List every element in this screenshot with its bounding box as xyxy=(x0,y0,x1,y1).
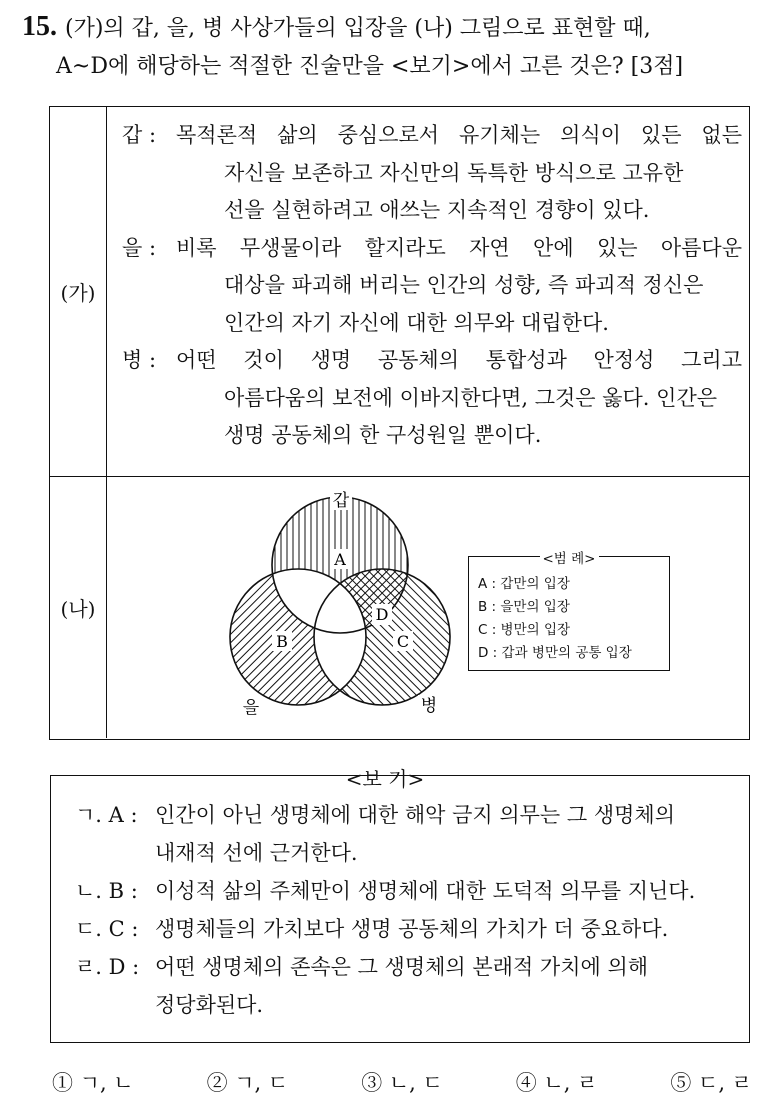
bogi-box xyxy=(50,775,750,1043)
answer-choice-1[interactable]: ① ㄱ, ㄴ xyxy=(52,1071,134,1095)
label-circle-byeong: 병 xyxy=(420,696,438,716)
view-line: 인간의 자기 자신에 대한 의무와 대립한다. xyxy=(224,310,609,335)
bogi-line: 인간이 아닌 생명체에 대한 해악 금지 의무는 그 생명체의 xyxy=(155,803,675,827)
passage-row-ga xyxy=(50,107,749,477)
view-line: 비록 무생물이라 할지라도 자연 안에 있는 아름다운 xyxy=(176,235,742,260)
answer-choice-3[interactable]: ③ ㄴ, ㄷ xyxy=(361,1071,443,1095)
legend-item: A : 갑만의 입장 xyxy=(478,576,570,592)
bogi-mark: ㄹ. D : xyxy=(75,955,140,979)
bogi-title: <보 기> xyxy=(345,767,425,791)
view-line: 생명 공동체의 한 구성원일 뿐이다. xyxy=(224,423,542,447)
view-line: 대상을 파괴해 버리는 인간의 성향, 즉 파괴적 정신은 xyxy=(224,273,704,297)
bogi-mark: ㄴ. B : xyxy=(75,879,138,903)
speaker-eul: 을 : xyxy=(122,235,157,260)
question-stem-line1: (가)의 갑, 을, 병 사상가들의 입장을 (나) 그림으로 표현할 때, xyxy=(65,16,651,41)
view-line: 자신을 보존하고 자신만의 독특한 방식으로 고유한 xyxy=(224,160,684,185)
view-line: 목적론적 삶의 중심으로서 유기체는 의식이 있든 없든 xyxy=(176,123,742,147)
thinker-views xyxy=(114,117,742,455)
view-line: 선을 실현하려고 애쓰는 지속적인 경향이 있다. xyxy=(224,198,650,222)
answer-choices xyxy=(52,1067,752,1097)
bogi-item-nieun xyxy=(75,872,741,910)
bogi-item-giyeok xyxy=(75,796,741,872)
passage-table xyxy=(49,106,750,740)
question-header xyxy=(22,8,757,86)
legend-item: D : 갑과 병만의 공통 입장 xyxy=(478,645,632,661)
bogi-mark: ㄷ. C : xyxy=(75,917,139,941)
view-eul xyxy=(114,230,742,343)
question-stem-line2: A~D에 해당하는 적절한 진술만을 <보기>에서 고른 것은? [3점] xyxy=(56,54,684,79)
question-number: 15. xyxy=(22,11,57,42)
bogi-line: 이성적 삶의 주체만이 생명체에 대한 도덕적 의무를 지닌다. xyxy=(155,879,696,903)
label-region-c: C xyxy=(396,632,410,651)
label-ga: (가) xyxy=(50,107,107,476)
answer-choice-5[interactable]: ⑤ ㄷ, ㄹ xyxy=(670,1071,752,1095)
label-region-a: A xyxy=(334,550,346,569)
label-region-b: B xyxy=(276,632,288,651)
label-region-d: D xyxy=(375,605,389,624)
view-line: 아름다움의 보전에 이바지한다면, 그것은 옳다. 인간은 xyxy=(224,385,718,410)
bogi-item-digeut xyxy=(75,910,741,948)
legend-title: <범 례> xyxy=(540,551,599,567)
view-gap xyxy=(114,117,742,230)
legend-box xyxy=(468,551,670,671)
speaker-byeong: 병 : xyxy=(122,348,157,372)
passage-row-na xyxy=(50,477,749,738)
view-byeong xyxy=(114,342,742,455)
legend-item: B : 을만의 입장 xyxy=(478,599,570,615)
view-line: 어떤 것이 생명 공동체의 통합성과 안정성 그리고 xyxy=(176,348,742,372)
label-na: (나) xyxy=(50,477,107,738)
bogi-line: 내재적 선에 근거한다. xyxy=(155,841,358,865)
bogi-line: 어떤 생명체의 존속은 그 생명체의 본래적 가치에 의해 xyxy=(155,955,649,979)
bogi-line: 정당화된다. xyxy=(155,993,264,1017)
answer-choice-2[interactable]: ② ㄱ, ㄷ xyxy=(206,1071,289,1095)
speaker-gap: 갑 : xyxy=(122,123,157,147)
answer-choice-4[interactable]: ④ ㄴ, ㄹ xyxy=(515,1071,598,1095)
legend-item: C : 병만의 입장 xyxy=(478,622,571,638)
label-circle-eul: 을 xyxy=(242,698,260,718)
label-circle-gap: 갑 xyxy=(332,491,350,511)
bogi-mark: ㄱ. A : xyxy=(75,803,138,827)
bogi-item-rieul xyxy=(75,948,741,1024)
venn-diagram xyxy=(170,487,470,732)
bogi-line: 생명체들의 가치보다 생명 공동체의 가치가 더 중요하다. xyxy=(155,917,669,941)
